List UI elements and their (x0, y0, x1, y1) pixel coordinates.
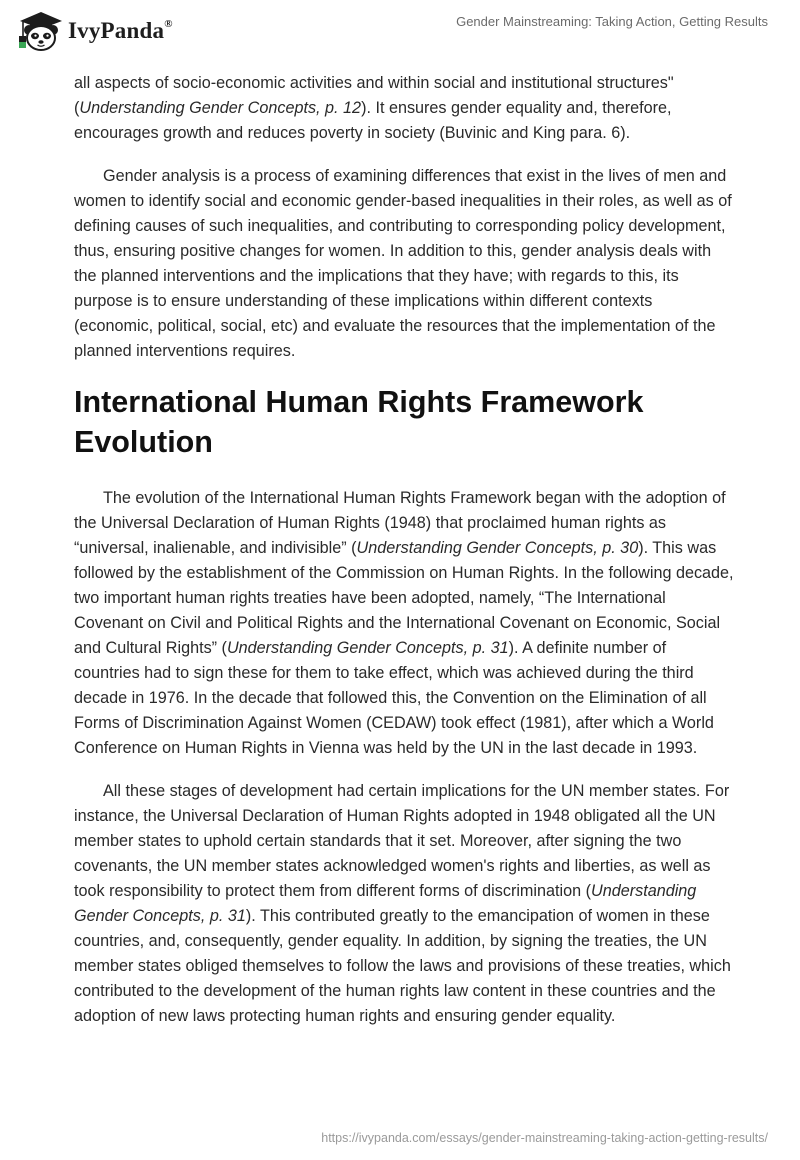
text-run: ). It ensures gender equality and, therefore, encourages growth and reduces poverty in society (Buvinic and King para. 6). (74, 99, 672, 142)
text-run: The evolution of the International Human Rights Framework began with the adoption of the Universal Declaration of Human Rights (1948) that proclaimed human rights as “universal, inalienable, and indivisible” ( (74, 489, 726, 557)
ivypanda-logo[interactable] (14, 8, 173, 54)
section-paragraphs (74, 486, 734, 1029)
essay-body (74, 71, 734, 1047)
text-run: Gender analysis is a process of examining differences that exist in the lives of men and women to identify social and economic gender-based inequalities in their roles, as well as of defining causes of such inequalities, and contributing to corresponding policy development, thus, ensuring positive changes for women. In addition to this, gender analysis deals with the planned interventions and the implications that they have; with regards to this, its purpose is to ensure understanding of these implications within different contexts (economic, political, social, etc) and evaluate the resources that the implementation of the planned interventions requires. (74, 167, 732, 360)
text-run: ). This was followed by the establishment of the Commission on Human Rights. In the following decade, two important human rights treaties have been adopted, namely, “The International Covenant on Civil and Political Rights and the International Covenant on Economic, Social and Cultural Rights” ( (74, 539, 734, 657)
paragraph (74, 486, 734, 761)
text-run: ). A definite number of countries had to sign these for them to take effect, which was achieved during the third decade in 1976. In the decade that followed this, the Convention on the Elimination of all Forms of Discrimination Against Women (CEDAW) took effect (1981), after which a World Conference on Human Rights in Vienna was held by the UN in the last decade in 1993. (74, 639, 714, 757)
text-run: ). This contributed greatly to the emancipation of women in these countries, and, consequently, gender equality. In addition, by signing the treaties, the UN member states obliged themselves to follow the laws and provisions of these treaties, which contributed to the development of the human rights law content in these countries and the adoption of new laws protecting human rights and ensuring gender equality. (74, 907, 731, 1025)
citation-title: Understanding Gender Concepts, p. 31 (226, 639, 509, 657)
citation-title: Understanding Gender Concepts, p. 12 (79, 99, 362, 117)
citation-title: Understanding Gender Concepts, p. 31 (74, 882, 697, 925)
text-run: All these stages of development had certain implications for the UN member states. For instance, the Universal Declaration of Human Rights adopted in 1948 obligated all the UN member states to uphold certain standards that it set. Moreover, after signing the two covenants, the UN member states acknowledged women's rights and liberties, as well as took responsibility to protect them from different forms of discrimination ( (74, 782, 730, 900)
page-header (0, 0, 800, 66)
panda-graduate-icon (14, 8, 64, 54)
paragraph (74, 71, 734, 146)
citation-title: Understanding Gender Concepts, p. 30 (356, 539, 639, 557)
paragraph (74, 779, 734, 1029)
document-title: Gender Mainstreaming: Taking Action, Getting Results (456, 14, 768, 29)
text-run: all aspects of socio-economic activities and within social and institutional structures" ( (74, 74, 674, 117)
intro-paragraphs (74, 71, 734, 364)
paragraph (74, 164, 734, 364)
brand-name: IvyPanda® (68, 18, 173, 43)
source-url[interactable]: https://ivypanda.com/essays/gender-mainstreaming-taking-action-getting-results/ (321, 1131, 768, 1145)
section-heading: International Human Rights Framework Evolution (74, 385, 644, 459)
